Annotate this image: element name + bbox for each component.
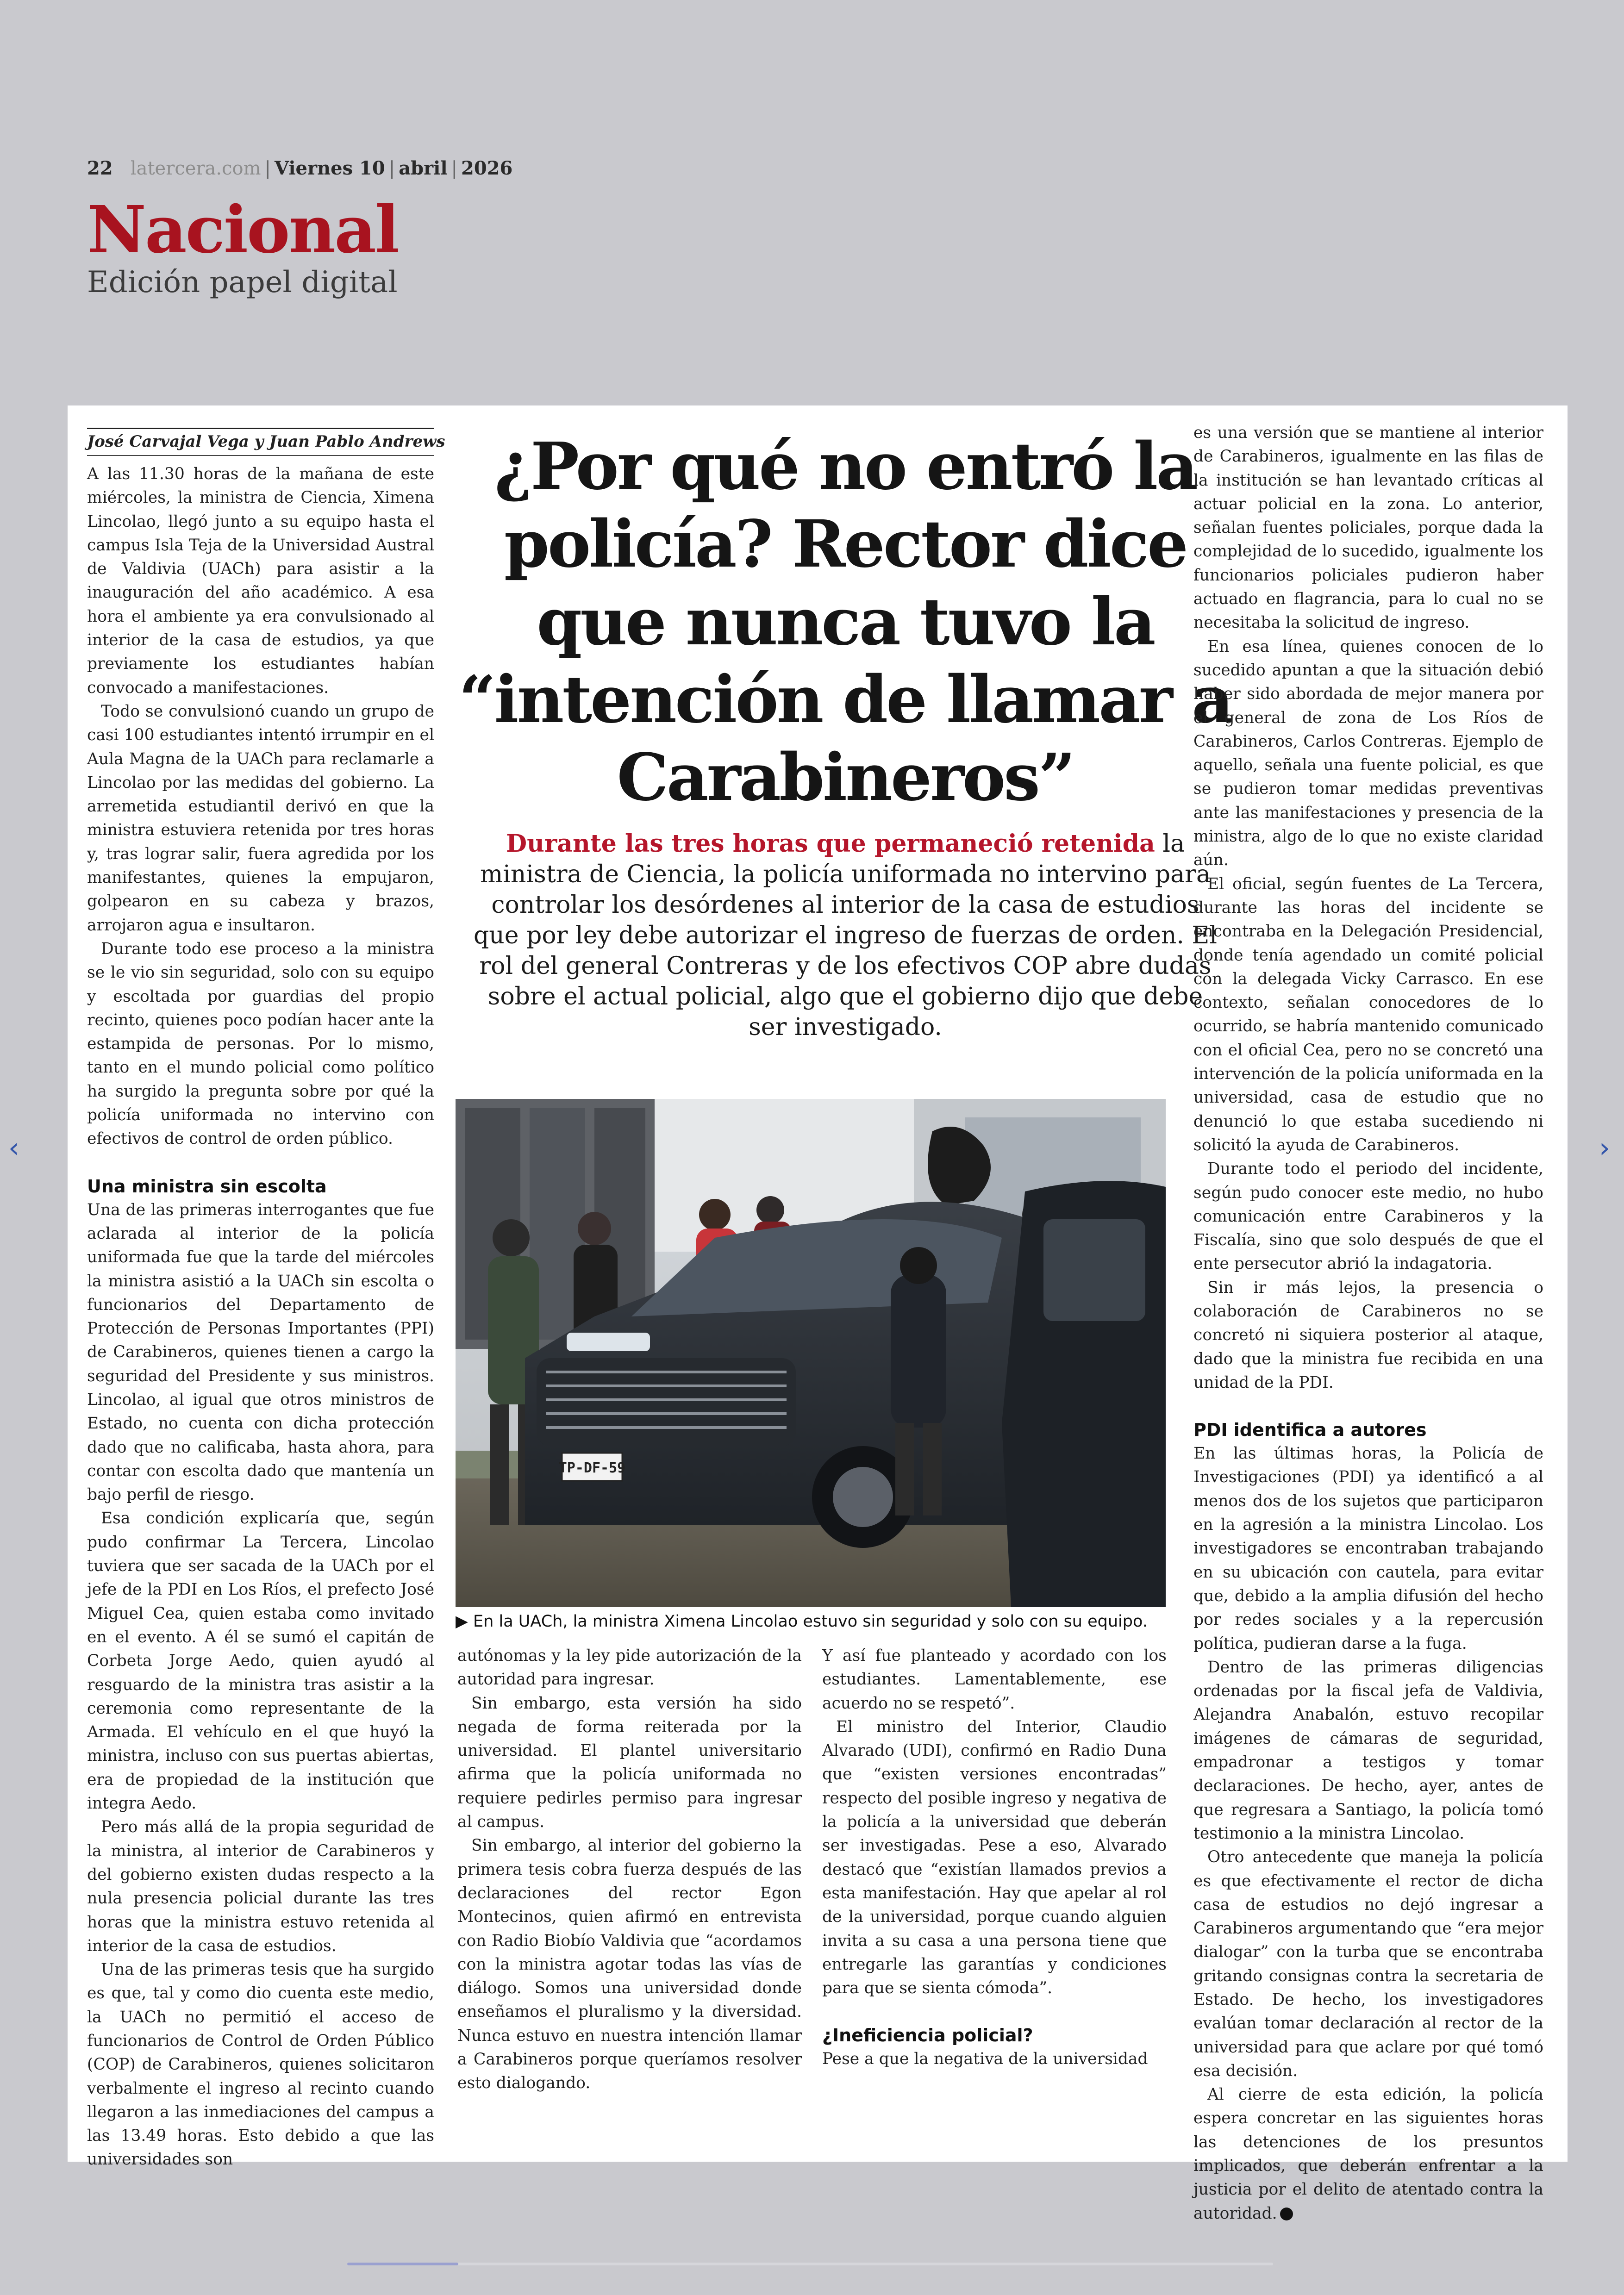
paragraph: Esa condición explicaría que, según pudo confirmar La Tercera, Lincolao tuviera que ser sacada de la UACh por el jefe de la PDI en Los Ríos, el prefecto José Miguel Cea, quien estaba como invitado en el evento. A él se sumó el capitán de Corbeta Jorge Aedo, quien ayudó al resguardo de la ministra tras asistir a la ceremonia como representante de la Armada. El vehículo en el que huyó la ministra, incluso con sus puertas abiertas, era de propiedad de la institución que integra Aedo. [87, 1509, 434, 1813]
paragraph: Pese a que la negativa de la universidad [822, 2050, 1148, 2069]
edition-label: Edición papel digital [87, 265, 398, 299]
issue-month: abril [399, 157, 448, 179]
paragraph: Sin ir más lejos, la presencia o colaboración de Carabineros no se concretó ni siquiera posterior al ataque, dado que la ministra fue recibida en una unidad de la PDI. [1193, 1278, 1543, 1392]
photo-caption: ▶ En la UACh, la ministra Ximena Lincolao estuvo sin seguridad y solo con su equipo. [456, 1612, 1148, 1631]
paragraph: Durante todo ese proceso a la ministra se le vio sin seguridad, solo con su equipo y escoltada por guardias del propio recinto, quienes poco podían hacer ante la estampida de personas. Por lo mismo, tanto en el mundo policial como político ha surgido la pregunta sobre por qué la policía uniformada no intervino con efectivos de control de orden público. [87, 939, 434, 1148]
article-photo [456, 1099, 1166, 1607]
paragraph: El oficial, según fuentes de La Tercera, durante las horas del incidente se encontraba en la Delegación Presidencial, donde tenía agendado un comité policial con la delegada Vicky Carrasco. En ese contexto, señalan conocedores de lo ocurrido, se habría mantenido comunicado con el oficial Cea, pero no se concretó una intervención de la policía uniformada en la universidad, casa de estudio que no denunció lo que estaba sucediendo ni solicitó la ayuda de Carabineros. [1193, 874, 1543, 1154]
closing-text: Al cierre de esta edición, la policía espera concretar en las siguientes horas las detenciones de los presuntos implicados, que deberán enfrentar a la justicia por el delito de atentado contra la autoridad. [1193, 2085, 1543, 2223]
paragraph: Sin embargo, esta versión ha sido negada de forma reiterada por la universidad. El plantel universitario afirma que la policía uniformada no requiere pedirles permiso para ingresar al campus. [457, 1694, 802, 1832]
paragraph: Y así fue planteado y acordado con los estudiantes. Lamentablemente, ese acuerdo no se respetó”. [822, 1646, 1167, 1713]
paragraph: El ministro del Interior, Claudio Alvarado (UDI), confirmó en Radio Duna que “existen versiones encontradas” respecto del posible ingreso y negativa de la policía a la universidad que deberán ser investigadas. Pese a eso, Alvarado destacó que “existían llamados previos a esta manifestación. Hay que apelar al rol de la universidad, porque cuando alguien invita a su casa a una persona tiene que entregarle las garantías y condiciones para que se sienta cómoda”. [822, 1717, 1167, 1998]
page-progress-fill [347, 2263, 458, 2265]
paragraph: Pero más allá de la propia seguridad de la ministra, al interior de Carabineros y del gobierno existen dudas respecto a la nula presencia policial durante las tres horas que la ministra estuvo retenida al interior de la casa de estudios. [87, 1818, 434, 1955]
license-plate: TP-DF-59 [558, 1460, 626, 1476]
prev-page-icon[interactable]: ‹ [8, 1132, 19, 1164]
paragraph: Sin embargo, al interior del gobierno la primera tesis cobra fuerza después de las declaraciones del rector Egon Montecinos, quien afirmó en entrevista con Radio Biobío Valdivia que “acordamos con la ministra agotar todas las vías de diálogo. Somos una universidad donde enseñamos el pluralismo y la diversidad. Nunca estuvo en nuestra intención llamar a Carabineros porque queríamos resolver esto dialogando. [457, 1836, 802, 2093]
paragraph: Dentro de las primeras diligencias ordenadas por la fiscal jefa de Valdivia, Alejandra Anabalón, estuvo recopilar imágenes de cámaras de seguridad, empadronar a testigos y tomar declaraciones. De hecho, ayer, antes de que regresara a Santiago, la policía tomó testimonio a la ministra Lincolao. [1193, 1658, 1543, 1843]
page-number: 22 [87, 157, 113, 179]
paragraph: Durante todo el periodo del incidente, según pudo conocer este medio, no hubo comunicación entre Carabineros y la Fiscalía, sino que solo después de que el ente persecutor abrió la indagatoria. [1193, 1160, 1543, 1273]
end-of-article-icon [1280, 2208, 1293, 2220]
headline: ¿Por qué no entró la policía? Rector dice que nunca tuvo la “intención de llamar a Carabineros” [458, 429, 1232, 816]
page-progress-bar[interactable] [347, 2263, 1273, 2265]
column-4 [1193, 421, 1543, 2226]
section-title: Nacional [87, 192, 399, 268]
column-3 [822, 1644, 1167, 2071]
next-page-icon[interactable]: › [1599, 1132, 1610, 1164]
site-name: latercera.com [130, 158, 261, 179]
issue-year: 2026 [461, 157, 513, 179]
byline: José Carvajal Vega y Juan Pablo Andrews [87, 428, 434, 456]
subheading: ¿Ineficiencia policial? [822, 2025, 1033, 2046]
paragraph: Una de las primeras tesis que ha surgido es que, tal y como dio cuenta este medio, la UACh no permitió el acceso de funcionarios de Control de Orden Público (COP) de Carabineros, quienes solicitaron verbalmente el ingreso al recinto cuando llegaron a las inmediaciones del campus a las 13.49 horas. Esto debido a que las universidades son [87, 1960, 434, 2169]
paragraph: es una versión que se mantiene al interior de Carabineros, igualmente en las filas de la institución se han levantado críticas al actuar policial en la zona. Lo anterior, señalan fuentes policiales, porque dada la complejidad de lo sucedido, igualmente los funcionarios policiales pudieron haber actuado en flagrancia, para lo cual no se necesitaba la solicitud de ingreso. [1193, 424, 1543, 632]
masthead [87, 157, 512, 299]
deck [470, 829, 1220, 1042]
paragraph: Todo se convulsionó cuando un grupo de casi 100 estudiantes intentó irrumpir en el Aula Magna de la UACh para reclamarle a Lincolao por las medidas del gobierno. La arremetida estudiantil derivó en que la ministra estuviera retenida por tres horas y, tras lograr salir, fuera agredida por los manifestantes, quienes la empujaron, golpearon en su cabeza y brazos, arrojaron agua e insultaron. [87, 702, 434, 935]
paragraph: En esa línea, quienes conocen de lo sucedido apuntan a que la situación debió haber sido abordada de mejor manera por el general de zona de Los Ríos de Carabineros, Carlos Contreras. Ejemplo de aquello, señala una fuente policial, es que se pudieron tomar medidas preventivas ante las manifestaciones y presencia de la ministra, algo de lo que no existe claridad aún. [1193, 637, 1543, 870]
paragraph: Otro antecedente que maneja la policía es que efectivamente el rector de dicha casa de estudios no dejó ingresar a Carabineros argumentando que “era mejor dialogar” con la turba que se encontraba gritando consignas contra la secretaria de Estado. De hecho, los investigadores evalúan tomar declaración al rector de la universidad para que aclare por qué tomó esa decisión. [1193, 1848, 1543, 2080]
subheading: PDI identifica a autores [1193, 1420, 1427, 1441]
paragraph: A las 11.30 horas de la mañana de este miércoles, la ministra de Ciencia, Ximena Lincolao, llegó junto a su equipo hasta el campus Isla Teja de la Universidad Austral de Valdivia (UACh) para asistir a la inauguración del año académico. A esa hora el ambiente ya era convulsionado al interior de la casa de estudios, ya que previamente los estudiantes habían convocado a manifestaciones. [87, 465, 434, 697]
column-2 [457, 1644, 802, 2095]
paragraph [1193, 2083, 1543, 2226]
paragraph: En las últimas horas, la Policía de Investigaciones (PDI) ya identificó a al menos dos de los sujetos que participaron en la agresión a la ministra Lincolao. Los investigadores se encontraban trabajando en su ubicación con cautela, para evitar que, debido a la amplia difusión del hecho por redes sociales y a la repercusión política, pudieran darse a la fuga. [1193, 1444, 1543, 1653]
newspaper-page [68, 405, 1568, 2223]
paragraph: Una de las primeras interrogantes que fue aclarada al interior de la policía uniformada fue que la tarde del miércoles la ministra asistió a la UACh sin escolta o funcionarios del Departamento de Protección de Personas Importantes (PPI) de Carabineros, quienes tienen a cargo la seguridad del Presidente y sus ministros. Lincolao, al igual que otros ministros de Estado, no cuenta con dicha protección dado que no calificaba, hasta ahora, para contar con escolta dado que mantenía un bajo perfil de riesgo. [87, 1200, 434, 1504]
photo-illustration [456, 1099, 1166, 1607]
dateline: 22 latercera.com | Viernes 10 | abril | 2026 [87, 157, 513, 179]
paragraph: autónomas y la ley pide autorización de la autoridad para ingresar. [457, 1646, 802, 1689]
issue-date: Viernes 10 [275, 157, 385, 179]
deck-text: la ministra de Ciencia, la policía uniformada no intervino para controlar los desórdenes al interior de la casa de estudios que por ley debe autorizar el ingreso de fuerzas de orden. El rol del general Contreras y de los efectivos COP abre dudas sobre el actual policial, algo que el gobierno dijo que debe ser investigado. [473, 830, 1217, 1041]
subheading: Una ministra sin escolta [87, 1176, 327, 1197]
column-1 [87, 428, 445, 2172]
deck-lead: Durante las tres horas que permaneció retenida [506, 829, 1155, 858]
